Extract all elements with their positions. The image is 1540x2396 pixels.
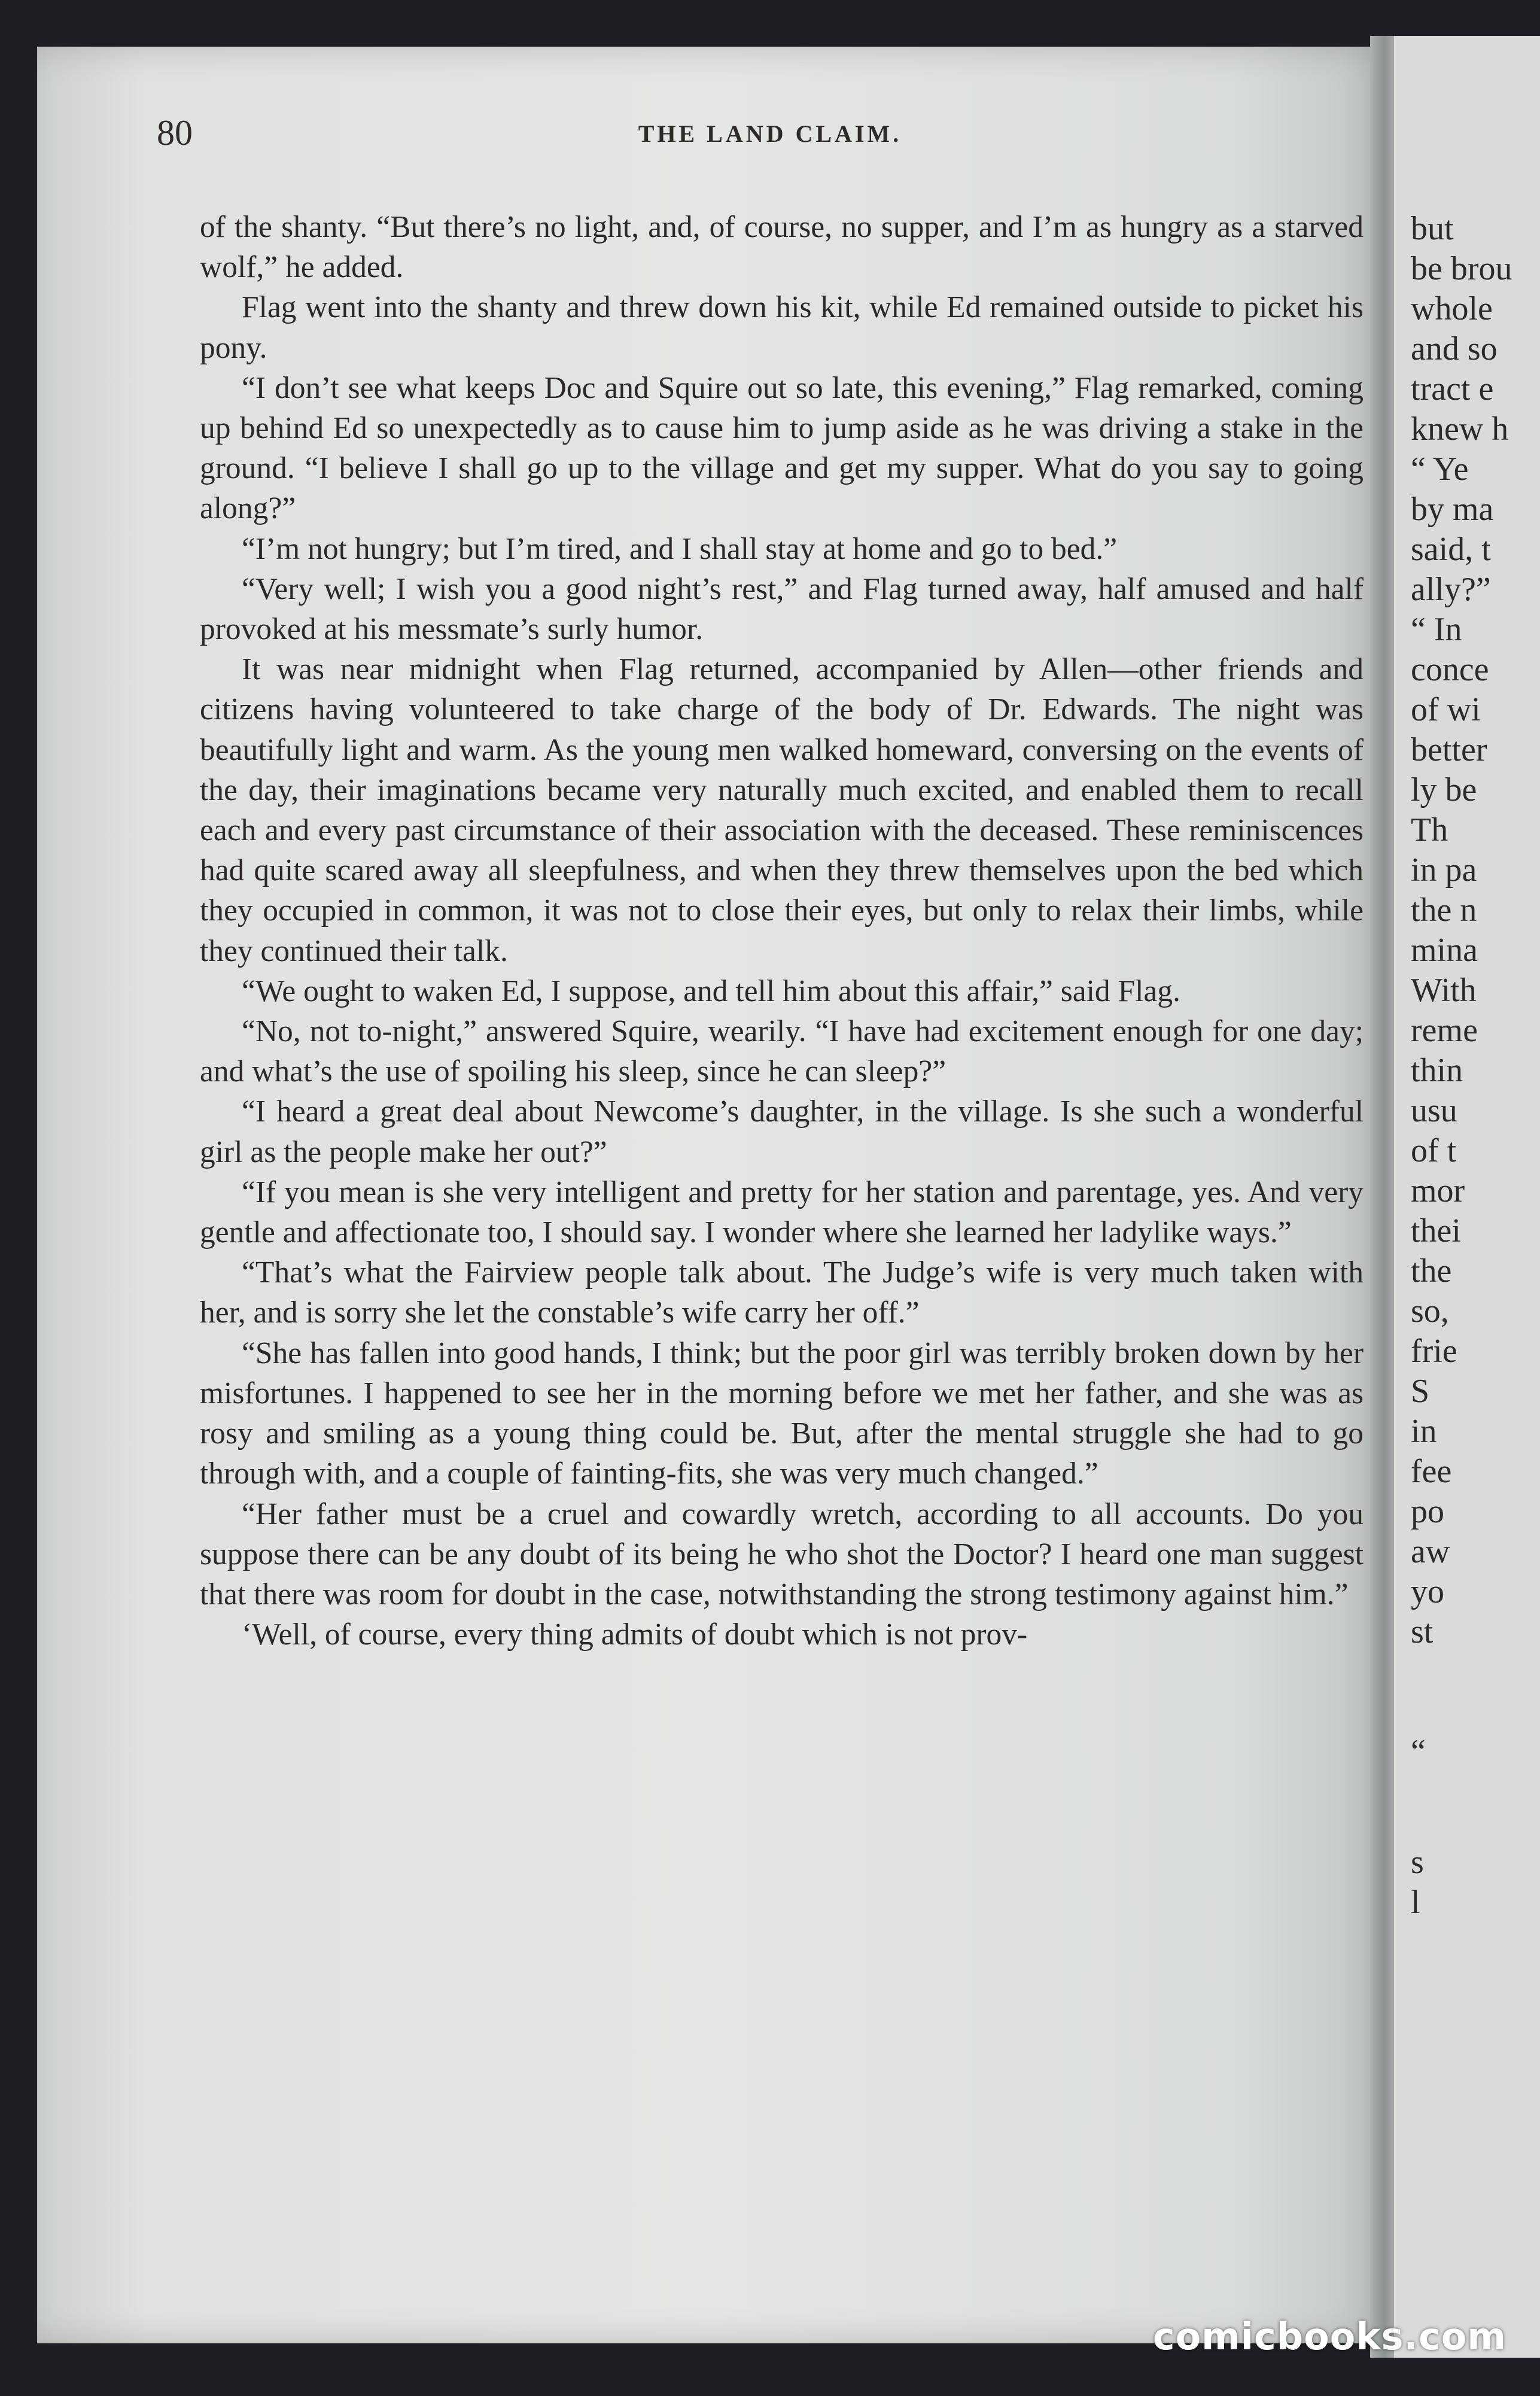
- facing-line: ly be: [1411, 771, 1477, 808]
- facing-line: of t: [1411, 1132, 1457, 1169]
- running-head: THE LAND CLAIM.: [638, 120, 902, 147]
- facing-line: better: [1411, 731, 1487, 768]
- facing-line: thei: [1411, 1212, 1461, 1249]
- facing-line: but: [1411, 210, 1454, 247]
- paragraph: “I’m not hungry; but I’m tired, and I shall stay at home and go to bed.”: [242, 531, 1118, 566]
- paragraph: “No, not to-night,” answered Squire, wearily. “I have had excitement enough for one day; and what’s the use of spoiling his sleep, since he can sleep?”: [200, 1014, 1364, 1089]
- watermark: comicbooks.com: [1152, 2315, 1506, 2358]
- facing-line: and so: [1411, 330, 1498, 367]
- facing-line: mina: [1411, 932, 1478, 969]
- facing-line: “ Ye: [1411, 451, 1469, 488]
- paragraph: of the shanty. “But there’s no light, and, of course, no supper, and I’m as hungry as a starved wolf,” he added.: [200, 210, 1364, 285]
- paragraph: ‘Well, of course, every thing admits of doubt which is not prov-: [242, 1617, 1028, 1652]
- paragraph: It was near midnight when Flag returned, accompanied by Allen—other friends and citizens having volunteered to take charge of the body of Dr. Edwards. The night was beautifully light and warm. As the young men walked homeward, conversing on the events of the day, their imaginations became very naturally much excited, and enabled them to recall each and every past circumstance of their association with the deceased. These reminiscences had quite scared away all sleepfulness, and when they threw themselves upon the bed which they occupied in common, it was not to close their eyes, but only to relax their limbs, while they continued their talk.: [200, 652, 1364, 968]
- facing-line: s: [1411, 1844, 1424, 1881]
- facing-line: Th: [1411, 811, 1448, 849]
- paragraph: “We ought to waken Ed, I suppose, and tell him about this affair,” said Flag.: [242, 974, 1180, 1008]
- facing-line: ally?”: [1411, 571, 1491, 608]
- paragraph: “That’s what the Fairview people talk about. The Judge’s wife is very much taken with her, and is sorry she let the constable’s wife carry her off.”: [200, 1255, 1364, 1330]
- facing-line: the n: [1411, 892, 1477, 929]
- facing-line: aw: [1411, 1533, 1450, 1570]
- paragraph: “Her father must be a cruel and cowardly wretch, according to all accounts. Do you suppose there can be any doubt of its being he who shot the Doctor? I heard one man suggest that there was room for doubt in the case, notwithstanding the strong testimony against him.”: [200, 1497, 1364, 1611]
- paragraph: Flag went into the shanty and threw down his kit, while Ed remained outside to picket his pony.: [200, 290, 1364, 365]
- facing-line: mor: [1411, 1172, 1465, 1209]
- paragraph: “I heard a great deal about Newcome’s daughter, in the village. Is she such a wonderful girl as the people make her out?”: [200, 1094, 1364, 1169]
- facing-line: reme: [1411, 1012, 1478, 1049]
- facing-line: tract e: [1411, 370, 1494, 408]
- body-text: [200, 207, 1364, 1655]
- facing-line: st: [1411, 1613, 1434, 1650]
- facing-line: frie: [1411, 1333, 1457, 1370]
- facing-line: usu: [1411, 1092, 1457, 1129]
- facing-line: in pa: [1411, 852, 1477, 889]
- facing-line: said, t: [1411, 531, 1491, 568]
- page-number: 80: [157, 113, 193, 153]
- facing-line: thin: [1411, 1052, 1463, 1089]
- facing-line: “: [1411, 1733, 1426, 1770]
- facing-line: whole: [1411, 290, 1493, 327]
- facing-line: With: [1411, 972, 1477, 1009]
- paragraph: “She has fallen into good hands, I think; but the poor girl was terribly broken down by her misfortunes. I happened to see her in the morning before we met her father, and she was as rosy and smiling as a young thing could be. But, after the mental struggle she had to go through with, and a couple of fainting-fits, she was very much changed.”: [200, 1336, 1364, 1491]
- facing-line: knew h: [1411, 411, 1509, 448]
- facing-line: po: [1411, 1493, 1444, 1530]
- paragraph: “Very well; I wish you a good night’s rest,” and Flag turned away, half amused and half provoked at his messmate’s surly humor.: [200, 571, 1364, 647]
- facing-line: S: [1411, 1373, 1430, 1410]
- facing-line: by ma: [1411, 491, 1494, 528]
- facing-line: in: [1411, 1413, 1437, 1450]
- facing-line: be brou: [1411, 250, 1512, 287]
- facing-line: so,: [1411, 1293, 1449, 1330]
- paragraph: “I don’t see what keeps Doc and Squire out so late, this evening,” Flag remarked, coming up behind Ed so unexpectedly as to cause him to jump aside as he was driving a stake in the ground. “I believe I shall go up to the village and get my supper. What do you say to going along?”: [200, 370, 1364, 526]
- facing-line: conce: [1411, 651, 1489, 688]
- facing-line: fee: [1411, 1453, 1452, 1490]
- facing-page-edge: [1394, 36, 1540, 2358]
- paragraph: “If you mean is she very intelligent and pretty for her station and parentage, yes. And very gentle and affectionate too, I should say. I wonder where she learned her ladylike ways.”: [200, 1175, 1364, 1250]
- facing-line: yo: [1411, 1573, 1444, 1610]
- facing-line: “ In: [1411, 611, 1462, 648]
- facing-line: the: [1411, 1252, 1452, 1290]
- facing-line: of wi: [1411, 691, 1481, 728]
- facing-line: l: [1411, 1884, 1420, 1921]
